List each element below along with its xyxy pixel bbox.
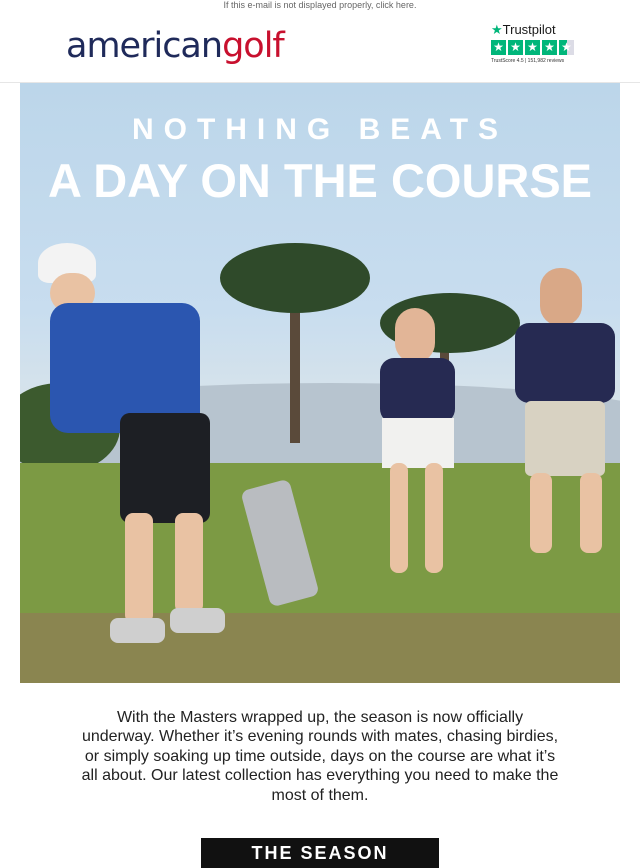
trustpilot-star-icon: ★ [491, 22, 503, 37]
logo-american: american [66, 26, 223, 66]
woman-shirt [380, 358, 455, 423]
woman-face [395, 308, 435, 363]
logo-golf: golf [222, 26, 284, 66]
trustpilot-title [491, 22, 581, 38]
golfer-leg [125, 513, 153, 623]
trustpilot-name: Trustpilot [502, 22, 556, 37]
woman-skirt [382, 418, 454, 468]
man-shirt [515, 323, 615, 403]
golfer-shorts [120, 413, 210, 523]
brand-logo[interactable] [66, 26, 284, 66]
body-copy: With the Masters wrapped up, the season is now officially underway. Whether it’s evening rounds with mates, chasing birdies, or simply soaking up time outside, days on the course are what it’s all about. Our latest collection has everything you need to make the most of them. [81, 709, 559, 804]
star-icon: ★ [508, 40, 523, 55]
preheader [0, 0, 640, 11]
star-icon: ★ [491, 40, 506, 55]
hero-headline-top: NOTHING BEATS [131, 113, 509, 146]
cta-button[interactable]: THE SEASON [201, 838, 439, 868]
trustpilot-rating-stars [491, 40, 581, 55]
trustpilot-badge[interactable] [491, 22, 581, 64]
man-leg [530, 473, 552, 553]
hero-headline-main: A DAY ON THE COURSE [47, 154, 593, 207]
golfer-leg [175, 513, 203, 613]
star-icon: ★ [525, 40, 540, 55]
golfer-shoe [170, 608, 225, 633]
man-shorts [525, 401, 605, 476]
golfer-shoe [110, 618, 165, 643]
man-face [540, 268, 582, 326]
view-online-link[interactable]: If this e-mail is not displayed properly, click here. [223, 0, 417, 10]
hero-banner[interactable] [20, 83, 620, 683]
palm-leaves [220, 243, 370, 313]
half-star-icon: ★ [559, 40, 574, 55]
woman-leg [425, 463, 443, 573]
man-leg [580, 473, 602, 553]
woman-leg [390, 463, 408, 573]
trustpilot-score: TrustScore 4.5 | 151,982 reviews [491, 58, 565, 64]
star-icon: ★ [542, 40, 557, 55]
